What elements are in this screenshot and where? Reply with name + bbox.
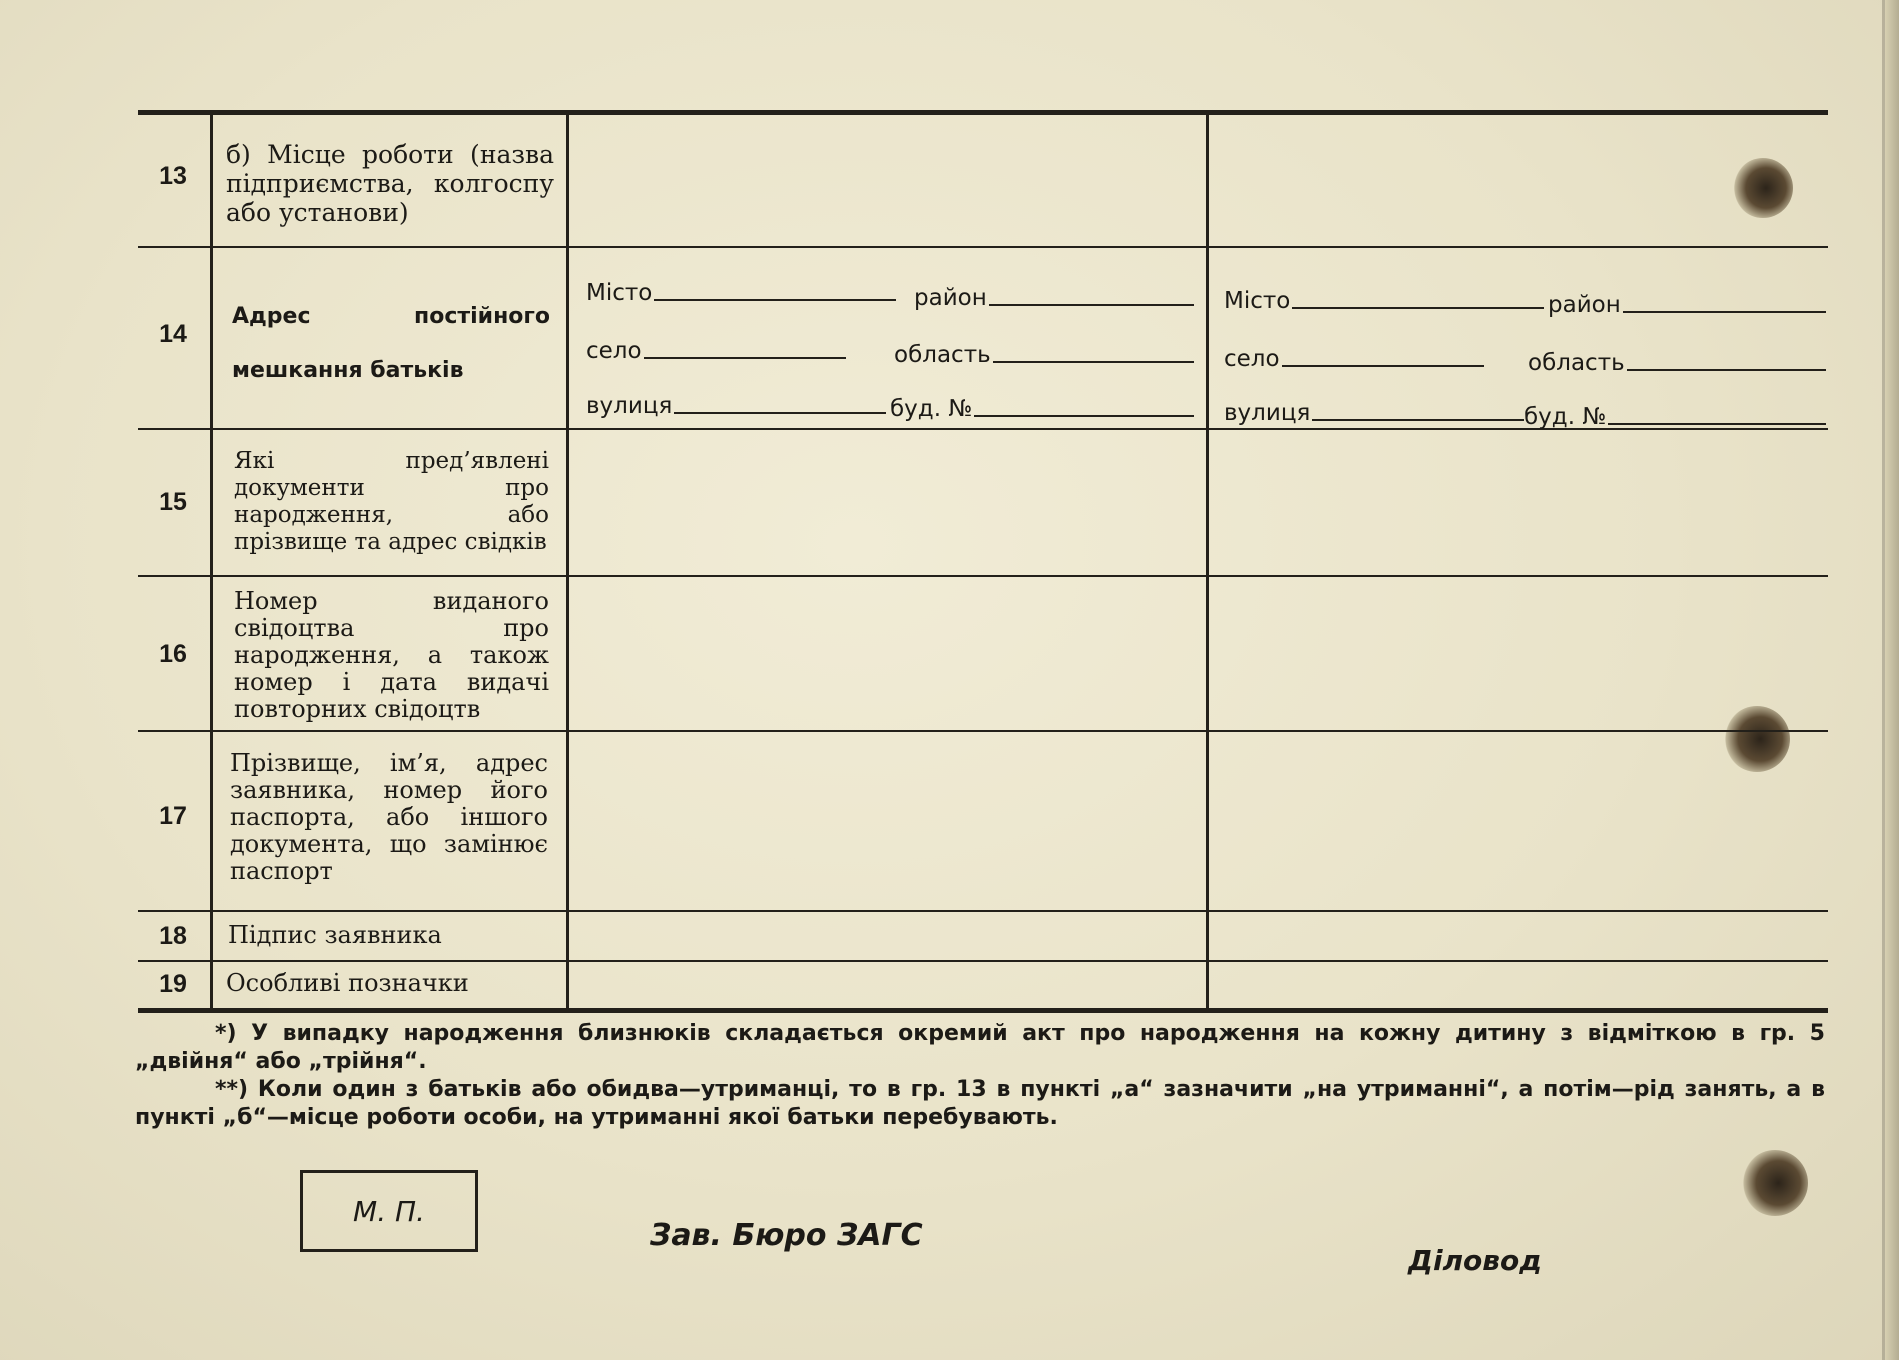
- row-number: 13: [159, 162, 187, 190]
- address-region-parent1: область: [894, 342, 1194, 368]
- signature-clerk: Діловод: [1408, 1244, 1542, 1277]
- row-label: Підпис заявника: [228, 921, 442, 949]
- address-region-parent2: область: [1528, 350, 1826, 376]
- address-village-parent2: село: [1224, 346, 1484, 372]
- footnotes: [135, 1020, 1825, 1132]
- footnote-twins: *) У випадку народження близнюків складається окремий акт про народження на кожну дитину з відміткою в гр. 5 „двійня“ або „трійня“.: [135, 1021, 1825, 1074]
- address-district-parent1: район: [914, 285, 1194, 311]
- row-number: 19: [159, 970, 187, 998]
- row-label: б) Місце роботи (назва підприємства, колгоспу або установи): [226, 140, 554, 227]
- column-divider: [1206, 110, 1209, 1010]
- record-form-table: [138, 110, 1828, 1014]
- row-number: 14: [159, 320, 187, 348]
- page-edge: [1885, 0, 1899, 1360]
- row-number: 16: [159, 640, 187, 668]
- address-house-parent2: буд. №: [1524, 404, 1826, 430]
- signature-head-of-registry: Зав. Бюро ЗАГС: [650, 1218, 923, 1253]
- row-label: Прізвище, ім’я, адрес заявника, номер його паспорта, або іншого документа, що замінює паспорт: [230, 749, 548, 885]
- binder-hole: [1742, 1150, 1808, 1216]
- row-number: 17: [159, 802, 187, 830]
- footnote-dependents: **) Коли один з батьків або обидва—утриманці, то в гр. 13 в пункті „а“ зазначити „на утриманні“, а потім—рід занять, а в пункті „б“—місце роботи особи, на утриманні якої батьки перебувають.: [135, 1077, 1825, 1130]
- row-label: Адрес постійного мешкання батьків: [232, 304, 550, 383]
- column-divider: [210, 110, 213, 1010]
- table-top-border: [138, 110, 1828, 115]
- row-number: 18: [159, 922, 187, 950]
- row-label: Особливі позначки: [226, 969, 469, 997]
- row-divider: [138, 246, 1828, 248]
- address-city-parent2: Місто: [1224, 288, 1544, 314]
- row-divider: [138, 960, 1828, 962]
- address-district-parent2: район: [1548, 292, 1826, 318]
- row-divider: [138, 575, 1828, 577]
- address-street-parent1: вулиця: [586, 393, 886, 419]
- stamp-box: М. П.: [300, 1170, 478, 1252]
- table-bottom-border: [138, 1008, 1828, 1013]
- column-divider: [566, 110, 569, 1010]
- page-edge-shadow: [1882, 0, 1885, 1360]
- row-label: Номер виданого свідоцтва про народження, а також номер і дата видачі повторних свідоцтв: [234, 587, 549, 723]
- row-divider: [138, 730, 1828, 732]
- address-village-parent1: село: [586, 338, 846, 364]
- row-label: Які пред’явлені документи про народження, або прізвище та адрес свідків: [234, 448, 549, 555]
- address-house-parent1: буд. №: [890, 396, 1194, 422]
- row-number: 15: [159, 488, 187, 516]
- address-street-parent2: вулиця: [1224, 400, 1524, 426]
- row-divider: [138, 910, 1828, 912]
- address-city-parent1: Місто: [586, 280, 896, 306]
